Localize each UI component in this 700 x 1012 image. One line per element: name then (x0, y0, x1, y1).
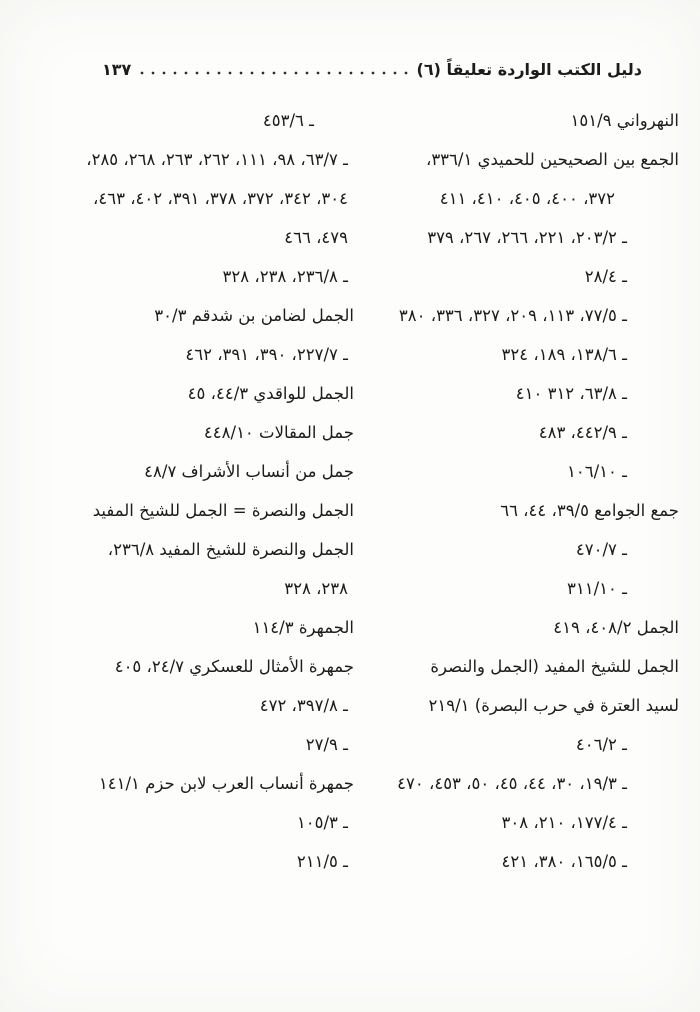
index-line: ـ ٢٣٦/٨، ٢٣٨، ٣٢٨ (222, 267, 348, 286)
index-line: جمل المقالات ٤٤٨/١٠ (203, 423, 354, 442)
index-line: ـ ٣١١/١٠ (567, 579, 627, 598)
index-line: ـ ٢٨/٤ (584, 267, 627, 286)
index-line: ـ ١٩/٣، ٣٠، ٤٤، ٤٥، ٥٠، ٤٥٣، ٤٧٠ (397, 774, 627, 793)
index-line: جمهرة أنساب العرب لابن حزم ١٤١/١ (98, 774, 354, 793)
index-line: ـ ٢٢٧/٧، ٣٩٠، ٣٩١، ٤٦٢ (185, 345, 348, 364)
index-line: ـ ٤٠٦/٢ (575, 735, 627, 754)
index-line: لسيد العترة في حرب البصرة) ٢١٩/١ (428, 696, 679, 715)
index-line: ـ ٦٣/٨، ٣١٢ ٤١٠ (515, 384, 627, 403)
index-line: جمع الجوامع ٣٩/٥، ٤٤، ٦٦ (500, 501, 679, 520)
index-line: الجمل والنصرة = الجمل للشيخ المفيد (92, 501, 354, 520)
index-line: ٤٧٩، ٤٦٦ (284, 228, 348, 247)
index-line: ـ ٣٩٧/٨، ٤٧٢ (259, 696, 348, 715)
index-line: جمهرة الأمثال للعسكري ٢٤/٧، ٤٠٥ (114, 657, 354, 676)
index-line: الجمع بين الصحيحين للحميدي ٣٣٦/١، (425, 150, 679, 169)
index-line: النهرواني ١٥١/٩ (570, 111, 679, 130)
index-line: ـ ١٧٧/٤، ٢١٠، ٣٠٨ (501, 813, 627, 832)
dotted-leader (140, 71, 407, 75)
index-line: الجمل للواقدي ٤٤/٣، ٤٥ (187, 384, 354, 403)
index-line: ـ ١٣٨/٦، ١٨٩، ٣٢٤ (501, 345, 627, 364)
header-title: دليل الكتب الواردة تعليقاً (٦) (416, 60, 642, 79)
index-line: الجمل لضامن بن شدقم ٣٠/٣ (154, 306, 354, 325)
index-line: ـ ١٦٥/٥، ٣٨٠، ٤٢١ (501, 852, 627, 871)
index-line: ـ ٤٥٣/٦ (262, 111, 314, 130)
index-line: ـ ٤٧٠/٧ (575, 540, 627, 559)
index-line: ٣٠٤، ٣٤٢، ٣٧٢، ٣٧٨، ٣٩١، ٤٠٢، ٤٦٣، (93, 189, 348, 208)
header-page-number: ١٣٧ (102, 60, 132, 79)
index-line: ـ ١٠٦/١٠ (567, 462, 627, 481)
index-line: ـ ٢٧/٩ (305, 735, 348, 754)
index-line: الجمل والنصرة للشيخ المفيد ٢٣٦/٨، (107, 540, 354, 559)
index-line: ـ ٢١١/٥ (296, 852, 348, 871)
index-line: جمل من أنساب الأشراف ٤٨/٧ (144, 462, 354, 481)
index-line: ـ ٤٤٢/٩، ٤٨٣ (538, 423, 627, 442)
index-line: الجمل ٤٠٨/٢، ٤١٩ (553, 618, 679, 637)
page-header (102, 60, 642, 79)
index-line: ـ ٢٠٣/٢، ٢٢١، ٢٦٦، ٢٦٧، ٣٧٩ (427, 228, 627, 247)
index-line: ـ ١٠٥/٣ (296, 813, 348, 832)
index-column-left (56, 101, 354, 881)
index-line: الجمل للشيخ المفيد (الجمل والنصرة (430, 657, 679, 676)
index-column-right (347, 101, 679, 881)
index-line: الجمهرة ١١٤/٣ (252, 618, 354, 637)
index-line: ـ ٧٧/٥، ١١٣، ٢٠٩، ٣٢٧، ٣٣٦، ٣٨٠ (398, 306, 627, 325)
index-line: ٢٣٨، ٣٢٨ (284, 579, 348, 598)
index-line: ـ ٦٣/٧، ٩٨، ١١١، ٢٦٢، ٢٦٣، ٢٦٨، ٢٨٥، (86, 150, 348, 169)
index-line: ٣٧٢، ٤٠٠، ٤٠٥، ٤١٠، ٤١١ (439, 189, 615, 208)
